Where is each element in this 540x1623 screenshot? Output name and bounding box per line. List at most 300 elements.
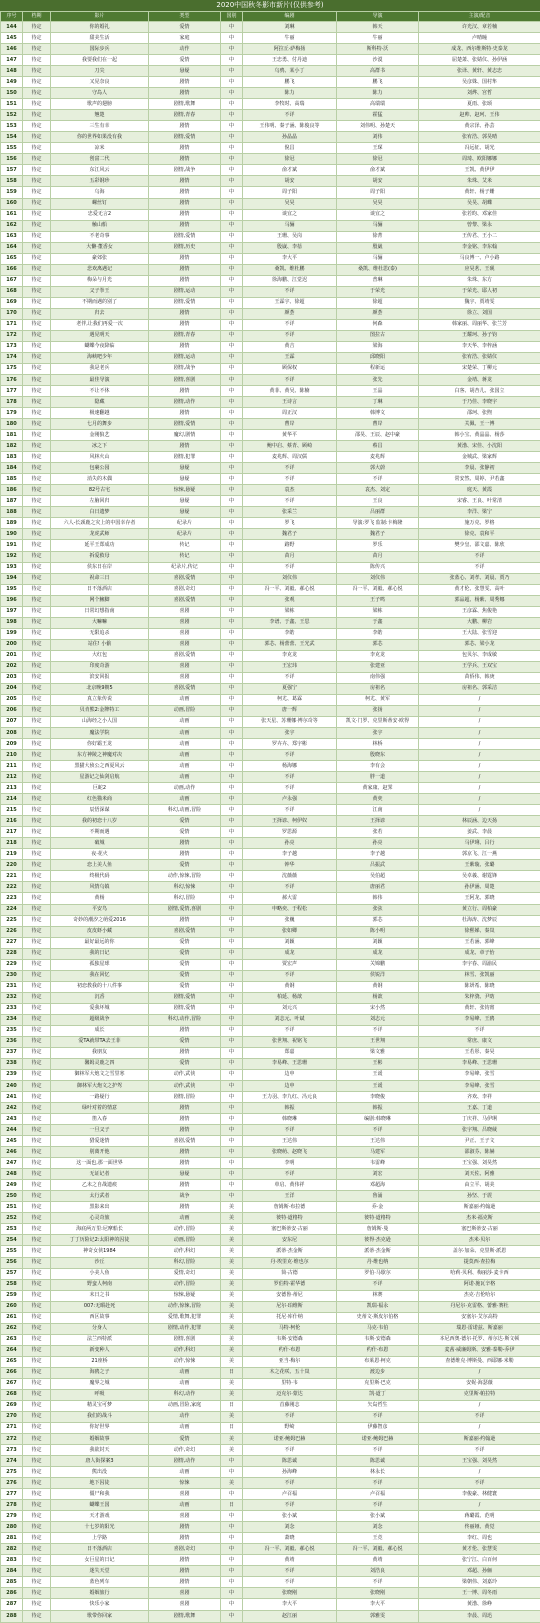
table-row <box>1 308 540 319</box>
table-row <box>1 297 540 308</box>
director-cell: 诺亚·鲍姆巴赫 <box>337 1434 419 1445</box>
genre-cell: 动作,武侠 <box>149 1069 221 1080</box>
cast-cell: 丹尼尔·克雷格、蕾雅·赛杜 <box>419 1301 540 1312</box>
director-cell: 马骊 <box>337 220 419 231</box>
film-title-cell: 最好最远的你 <box>51 937 149 948</box>
country-cell: 中 <box>221 231 243 242</box>
schedule-cell: 待定 <box>23 1411 51 1422</box>
director-cell: 杨歆 <box>337 992 419 1003</box>
table-row <box>1 1136 540 1147</box>
schedule-cell: 待定 <box>23 452 51 463</box>
writer-cell: 李谱、于鑫、王思 <box>243 617 337 628</box>
table-row <box>1 485 540 496</box>
cast-cell: 许光汉、章若楠 <box>419 22 540 33</box>
genre-cell: 科幻,惊悚 <box>149 882 221 893</box>
schedule-cell: 待定 <box>23 1367 51 1378</box>
table-row <box>1 452 540 463</box>
country-cell: 中 <box>221 716 243 727</box>
film-title-cell: 我的初恋十八岁 <box>51 816 149 827</box>
director-cell: 韩天 <box>337 22 419 33</box>
cast-cell: 于乃佳、李晓宇 <box>419 397 540 408</box>
row-number: 255 <box>1 1246 23 1257</box>
country-cell: 中 <box>221 275 243 286</box>
table-row <box>1 242 540 253</box>
table-row <box>1 1588 540 1599</box>
director-cell: 李皓 <box>337 628 419 639</box>
director-cell: 不详 <box>337 1125 419 1136</box>
schedule-cell: 待定 <box>23 1136 51 1147</box>
schedule-cell: 待定 <box>23 959 51 970</box>
film-title-cell: 巨蛇2 <box>51 783 149 794</box>
schedule-cell: 待定 <box>23 1312 51 1323</box>
writer-cell: 派蒂·杰金斯 <box>243 1246 337 1257</box>
table-row <box>1 143 540 154</box>
cast-cell: / <box>419 716 540 727</box>
table-row <box>1 231 540 242</box>
genre-cell: 喜剧 <box>149 672 221 683</box>
country-cell: 美 <box>221 1213 243 1224</box>
schedule-cell: 待定 <box>23 397 51 408</box>
film-title-cell: 遇见明天 <box>51 330 149 341</box>
country-cell: 美 <box>221 1312 243 1323</box>
director-cell: 唐丽君 <box>337 882 419 893</box>
country-cell: 中 <box>221 849 243 860</box>
country-cell: 中 <box>221 1610 243 1623</box>
row-number: 154 <box>1 132 23 143</box>
schedule-cell: 待定 <box>23 761 51 772</box>
country-cell: 中 <box>221 518 243 529</box>
director-cell: 林桥 <box>337 739 419 750</box>
country-cell: 中 <box>221 595 243 606</box>
country-cell: 中 <box>221 705 243 716</box>
film-title-cell: 五彩钢珍 <box>51 176 149 187</box>
table-row <box>1 1378 540 1389</box>
film-title-cell: 迷失天堂 <box>51 1566 149 1577</box>
writer-cell: 颜荟 <box>243 308 337 319</box>
country-cell: 中 <box>221 441 243 452</box>
table-row <box>1 1257 540 1268</box>
writer-cell: 马骊 <box>243 220 337 231</box>
director-cell: 程新运 <box>337 363 419 374</box>
table-row <box>1 805 540 816</box>
film-title-cell: 不老奇事 <box>51 231 149 242</box>
cast-cell: 杰米·福克斯 <box>419 1213 540 1224</box>
writer-cell: 黄菲、黄吴、陈楠 <box>243 386 337 397</box>
genre-cell: 喜剧 <box>149 617 221 628</box>
schedule-cell: 待定 <box>23 507 51 518</box>
country-cell: 中 <box>221 1566 243 1577</box>
schedule-cell: 待定 <box>23 882 51 893</box>
country-cell: 中 <box>221 1577 243 1588</box>
director-cell: 矢岛哲生 <box>337 1400 419 1411</box>
country-cell: 中 <box>221 386 243 397</box>
row-number: 273 <box>1 1445 23 1456</box>
director-cell: 胖一道 <box>337 772 419 783</box>
country-cell: 中 <box>221 1136 243 1147</box>
director-cell: 黄靖 <box>337 1555 419 1566</box>
film-title-cell: 你好霸王龙 <box>51 739 149 750</box>
row-number: 268 <box>1 1389 23 1400</box>
table-row <box>1 639 540 650</box>
writer-cell: 约什·布恩 <box>243 1345 337 1356</box>
country-cell: 中 <box>221 1191 243 1202</box>
table-row <box>1 44 540 55</box>
writer-cell: 刘仪伟 <box>243 573 337 584</box>
cast-cell: 李晨、张静初 <box>419 463 540 474</box>
cast-cell: / <box>419 1400 540 1411</box>
country-cell: 中 <box>221 1014 243 1025</box>
genre-cell: 动作,惊悚 <box>149 1356 221 1367</box>
table-row <box>1 33 540 44</box>
genre-cell: 剧情 <box>149 275 221 286</box>
schedule-cell: 待定 <box>23 948 51 959</box>
genre-cell: 动画 <box>149 761 221 772</box>
genre-cell: 剧情,犯罪 <box>149 452 221 463</box>
table-row <box>1 1599 540 1610</box>
film-title-cell: 绿叶对着的情意 <box>51 1103 149 1114</box>
country-cell: 中 <box>221 1456 243 1467</box>
row-number: 248 <box>1 1169 23 1180</box>
row-number: 174 <box>1 352 23 363</box>
table-row <box>1 1180 540 1191</box>
director-cell: 梁文雅 <box>337 1047 419 1058</box>
director-cell: 不详 <box>337 1411 419 1422</box>
cast-cell: 杜海涛、沈梦辰 <box>419 915 540 926</box>
row-number: 229 <box>1 959 23 970</box>
schedule-cell: 待定 <box>23 683 51 694</box>
director-cell: 南伟强 <box>337 672 419 683</box>
genre-cell: 剧情 <box>149 1555 221 1566</box>
row-number: 264 <box>1 1345 23 1356</box>
cast-cell: / <box>419 1422 540 1433</box>
table-row <box>1 683 540 694</box>
director-cell: 刘伟 <box>337 132 419 143</box>
film-title-cell: 悲欢离遇记 <box>51 264 149 275</box>
director-cell: 吕丽群 <box>337 507 419 518</box>
country-cell: 中 <box>221 154 243 165</box>
schedule-cell: 待定 <box>23 639 51 650</box>
cast-cell: 黄才伦、张慧雯 <box>419 1544 540 1555</box>
country-cell: 中 <box>221 562 243 573</box>
genre-cell: 动画,冒险,家庭 <box>149 1400 221 1411</box>
genre-cell: 动作,科幻 <box>149 1345 221 1356</box>
film-title-cell: 大嘛嘛 <box>51 617 149 628</box>
film-title-cell: 最佳导演 <box>51 375 149 386</box>
country-cell: 美 <box>221 1445 243 1456</box>
director-cell: 徐菁 <box>337 231 419 242</box>
table-row <box>1 705 540 716</box>
writer-cell: 谈宜之 <box>243 209 337 220</box>
director-cell: 梁海 <box>337 341 419 352</box>
genre-cell: 动画 <box>149 694 221 705</box>
schedule-cell: 待定 <box>23 1445 51 1456</box>
country-cell: 日 <box>221 1400 243 1411</box>
country-cell: 中 <box>221 452 243 463</box>
genre-cell: 剧情 <box>149 1114 221 1125</box>
cast-cell: 张译、黄轩、黄志忠 <box>419 66 540 77</box>
row-number: 178 <box>1 397 23 408</box>
country-cell: 中 <box>221 187 243 198</box>
genre-cell: 剧情 <box>149 838 221 849</box>
row-number: 214 <box>1 794 23 805</box>
table-row <box>1 1069 540 1080</box>
cast-cell: 黄才伦、张慧雯、高叶 <box>419 584 540 595</box>
row-number: 271 <box>1 1422 23 1433</box>
writer-cell: 黄华平 <box>243 430 337 441</box>
country-cell: 中 <box>221 794 243 805</box>
genre-cell: 剧情 <box>149 1125 221 1136</box>
film-title-cell: 不期而遇 <box>51 827 149 838</box>
row-number: 266 <box>1 1367 23 1378</box>
writer-cell: 詹姆斯·布拉德 <box>243 1202 337 1213</box>
genre-cell: 爱情 <box>149 970 221 981</box>
writer-cell: 不详 <box>243 1566 337 1577</box>
cast-cell: 不详 <box>419 1445 540 1456</box>
director-cell: 黄家康、赵霁 <box>337 783 419 794</box>
genre-cell: 剧情 <box>149 341 221 352</box>
director-cell: 不详 <box>337 1445 419 1456</box>
country-cell: 中 <box>221 606 243 617</box>
row-number: 256 <box>1 1257 23 1268</box>
film-title-cell: 女巨星的日记 <box>51 1555 149 1566</box>
director-cell: 图拉古 <box>337 330 419 341</box>
schedule-cell: 待定 <box>23 1566 51 1577</box>
director-cell: 编剧:韩晓琳 <box>337 1114 419 1125</box>
cast-cell: 刘烨、宫哲 <box>419 88 540 99</box>
cast-cell: 林辰涵、边天扬 <box>419 816 540 827</box>
row-number: 200 <box>1 639 23 650</box>
row-number: 282 <box>1 1544 23 1555</box>
film-title-cell: 真立象传说 <box>51 694 149 705</box>
writer-cell: 魏君子 <box>243 529 337 540</box>
director-cell: 曹岸 <box>337 419 419 430</box>
writer-cell: 单启、黄伟祥 <box>243 1180 337 1191</box>
country-cell: 中 <box>221 286 243 297</box>
country-cell: 中 <box>221 319 243 330</box>
film-title-cell: 海底两万里:尼摩船长 <box>51 1224 149 1235</box>
country-cell: 中 <box>221 816 243 827</box>
schedule-cell: 待定 <box>23 739 51 750</box>
row-number: 158 <box>1 176 23 187</box>
cast-cell: 宋楚荣、丁柳元 <box>419 363 540 374</box>
writer-cell: 孙亮 <box>243 838 337 849</box>
table-row <box>1 496 540 507</box>
country-cell: 中 <box>221 1058 243 1069</box>
writer-cell: 郝大雷 <box>243 893 337 904</box>
genre-cell: 喜剧 <box>149 606 221 617</box>
schedule-cell: 待定 <box>23 253 51 264</box>
cast-cell: 徐立、刘国 <box>419 308 540 319</box>
country-cell: 中 <box>221 77 243 88</box>
cast-cell: 宋睿、王良、叶常清 <box>419 496 540 507</box>
column-header-cast: 主演/配音 <box>419 12 540 22</box>
table-row <box>1 562 540 573</box>
director-cell: 周子阳 <box>337 187 419 198</box>
cast-cell: 吴彦姝、国村隼 <box>419 77 540 88</box>
country-cell: 中 <box>221 772 243 783</box>
film-title-cell: 海峡吧少年 <box>51 352 149 363</box>
cast-cell: 成龙、章子怡 <box>419 948 540 959</box>
column-header-schedule: 档期 <box>23 12 51 22</box>
row-number: 257 <box>1 1268 23 1279</box>
writer-cell: 倪昌 <box>243 143 337 154</box>
table-row <box>1 22 540 33</box>
film-title-cell: 魔界之城 <box>51 1378 149 1389</box>
cast-cell: 齐欢、李祥 <box>419 1092 540 1103</box>
table-row <box>1 1478 540 1489</box>
writer-cell: 不详 <box>243 772 337 783</box>
genre-cell: 悬疑 <box>149 66 221 77</box>
schedule-cell: 待定 <box>23 540 51 551</box>
film-title-cell: 一旦父子 <box>51 1125 149 1136</box>
writer-cell: 吴昊 <box>243 198 337 209</box>
cast-cell: 吴卓羲、谢霆锋 <box>419 871 540 882</box>
genre-cell: 喜剧 <box>149 1588 221 1599</box>
cast-cell: 查德维克·博斯曼、西耶娜·米勒 <box>419 1356 540 1367</box>
genre-cell: 悬疑 <box>149 463 221 474</box>
cast-cell: 包贝尔、李成敏 <box>419 650 540 661</box>
genre-cell: 纪录片,传记 <box>149 562 221 573</box>
cast-cell: / <box>419 794 540 805</box>
film-title-cell: 别离开他 <box>51 1147 149 1158</box>
writer-cell: 王霖 <box>243 352 337 363</box>
writer-cell: 周子阳 <box>243 187 337 198</box>
cast-cell: 杰克·吉伦哈尔 <box>419 1290 540 1301</box>
genre-cell: 剧情 <box>149 154 221 165</box>
cast-cell: / <box>419 772 540 783</box>
schedule-cell: 待定 <box>23 1511 51 1522</box>
cast-cell: 大鹏、柳岩 <box>419 617 540 628</box>
schedule-cell: 待定 <box>23 143 51 154</box>
writer-cell: 王珊、吴岗 <box>243 231 337 242</box>
writer-cell: 孙海峰 <box>243 1467 337 1478</box>
film-title-cell: 法兰西特派 <box>51 1334 149 1345</box>
schedule-cell: 待定 <box>23 1356 51 1367</box>
genre-cell: 剧情 <box>149 1025 221 1036</box>
table-row <box>1 1246 540 1257</box>
director-cell: 吕振武 <box>337 860 419 871</box>
writer-cell: 张世翔、祝铭飞 <box>243 1036 337 1047</box>
table-row <box>1 419 540 430</box>
director-cell: 邓超海 <box>337 1180 419 1191</box>
schedule-cell: 待定 <box>23 419 51 430</box>
director-cell: 布莱恩·柯克 <box>337 1356 419 1367</box>
row-number: 188 <box>1 507 23 518</box>
schedule-cell: 待定 <box>23 1467 51 1478</box>
film-title-cell: 拆爱救母 <box>51 551 149 562</box>
schedule-cell: 待定 <box>23 1092 51 1103</box>
country-cell: 美 <box>221 1301 243 1312</box>
director-cell: 张晓刚 <box>337 1588 419 1599</box>
director-cell: 陈思诚 <box>337 1456 419 1467</box>
cast-cell: 王传君、王小二 <box>419 231 540 242</box>
director-cell: 张先 <box>337 375 419 386</box>
cast-cell: / <box>419 739 540 750</box>
film-title-cell: 奇妙的潮汐之萌爱2016 <box>51 915 149 926</box>
table-row <box>1 198 540 209</box>
schedule-cell: 待定 <box>23 1003 51 1014</box>
table-row <box>1 915 540 926</box>
cast-cell: 魏宇、贾靖雯 <box>419 297 540 308</box>
writer-cell: 王宏玮 <box>243 661 337 672</box>
cast-cell: 韩家丽、周丽华、张兰芳 <box>419 319 540 330</box>
country-cell: 中 <box>221 761 243 772</box>
director-cell: 王谖 <box>337 1069 419 1080</box>
film-title-cell: 老伴,让我们再爱一次 <box>51 319 149 330</box>
row-number: 231 <box>1 981 23 992</box>
genre-cell: 动画 <box>149 772 221 783</box>
row-number: 162 <box>1 220 23 231</box>
film-title-cell: 丁丁历险记2:太阳神的囚徒 <box>51 1235 149 1246</box>
cast-cell: / <box>419 705 540 716</box>
genre-cell: 剧情 <box>149 220 221 231</box>
cast-cell: 李俊豪、林健寰 <box>419 1489 540 1500</box>
country-cell: 美 <box>221 1411 243 1422</box>
row-number: 241 <box>1 1092 23 1103</box>
row-number: 145 <box>1 33 23 44</box>
film-title-cell: 007:无暇赴死 <box>51 1301 149 1312</box>
cast-cell: 张宁江、白百何 <box>419 1555 540 1566</box>
film-title-cell: 呼吸 <box>51 1389 149 1400</box>
row-number: 216 <box>1 816 23 827</box>
schedule-cell: 待定 <box>23 99 51 110</box>
genre-cell: 剧情 <box>149 386 221 397</box>
country-cell: 中 <box>221 419 243 430</box>
row-number: 258 <box>1 1279 23 1290</box>
director-cell: 李子越 <box>337 849 419 860</box>
director-cell: 詹姆斯·曼 <box>337 1224 419 1235</box>
genre-cell: 惊悚,悬疑 <box>149 485 221 496</box>
director-cell: 丹·维也纳 <box>337 1257 419 1268</box>
country-cell: 中 <box>221 661 243 672</box>
row-number: 172 <box>1 330 23 341</box>
writer-cell: 韩振 <box>243 1103 337 1114</box>
director-cell: 彼特·道格特 <box>337 1213 419 1224</box>
country-cell: 中 <box>221 33 243 44</box>
writer-cell: 不详 <box>243 805 337 816</box>
row-number: 176 <box>1 375 23 386</box>
table-row <box>1 99 540 110</box>
genre-cell: 剧情,歌舞 <box>149 99 221 110</box>
schedule-cell: 待定 <box>23 363 51 374</box>
film-title-cell: 不让不休 <box>51 386 149 397</box>
cast-cell: 刘天佐、阿雅 <box>419 1169 540 1180</box>
row-number: 163 <box>1 231 23 242</box>
column-header-film: 影片 <box>51 12 149 22</box>
table-row <box>1 551 540 562</box>
cast-cell: 王嘉、丁道 <box>419 1103 540 1114</box>
genre-cell: 传记 <box>149 540 221 551</box>
country-cell: 中 <box>221 66 243 77</box>
schedule-cell: 待定 <box>23 430 51 441</box>
schedule-cell: 待定 <box>23 617 51 628</box>
writer-cell: 彼特·道格特 <box>243 1213 337 1224</box>
film-title-cell: 心灵奇旅 <box>51 1213 149 1224</box>
schedule-cell: 待定 <box>23 242 51 253</box>
genre-cell: 剧情 <box>149 308 221 319</box>
schedule-cell: 待定 <box>23 121 51 132</box>
schedule-cell: 待定 <box>23 275 51 286</box>
country-cell: 中 <box>221 959 243 970</box>
schedule-cell: 待定 <box>23 595 51 606</box>
country-cell: 中 <box>221 55 243 66</box>
table-row <box>1 1224 540 1235</box>
writer-cell: 杨海娜 <box>243 761 337 772</box>
genre-cell: 喜剧 <box>149 628 221 639</box>
table-row <box>1 595 540 606</box>
row-number: 240 <box>1 1081 23 1092</box>
schedule-cell: 待定 <box>23 286 51 297</box>
